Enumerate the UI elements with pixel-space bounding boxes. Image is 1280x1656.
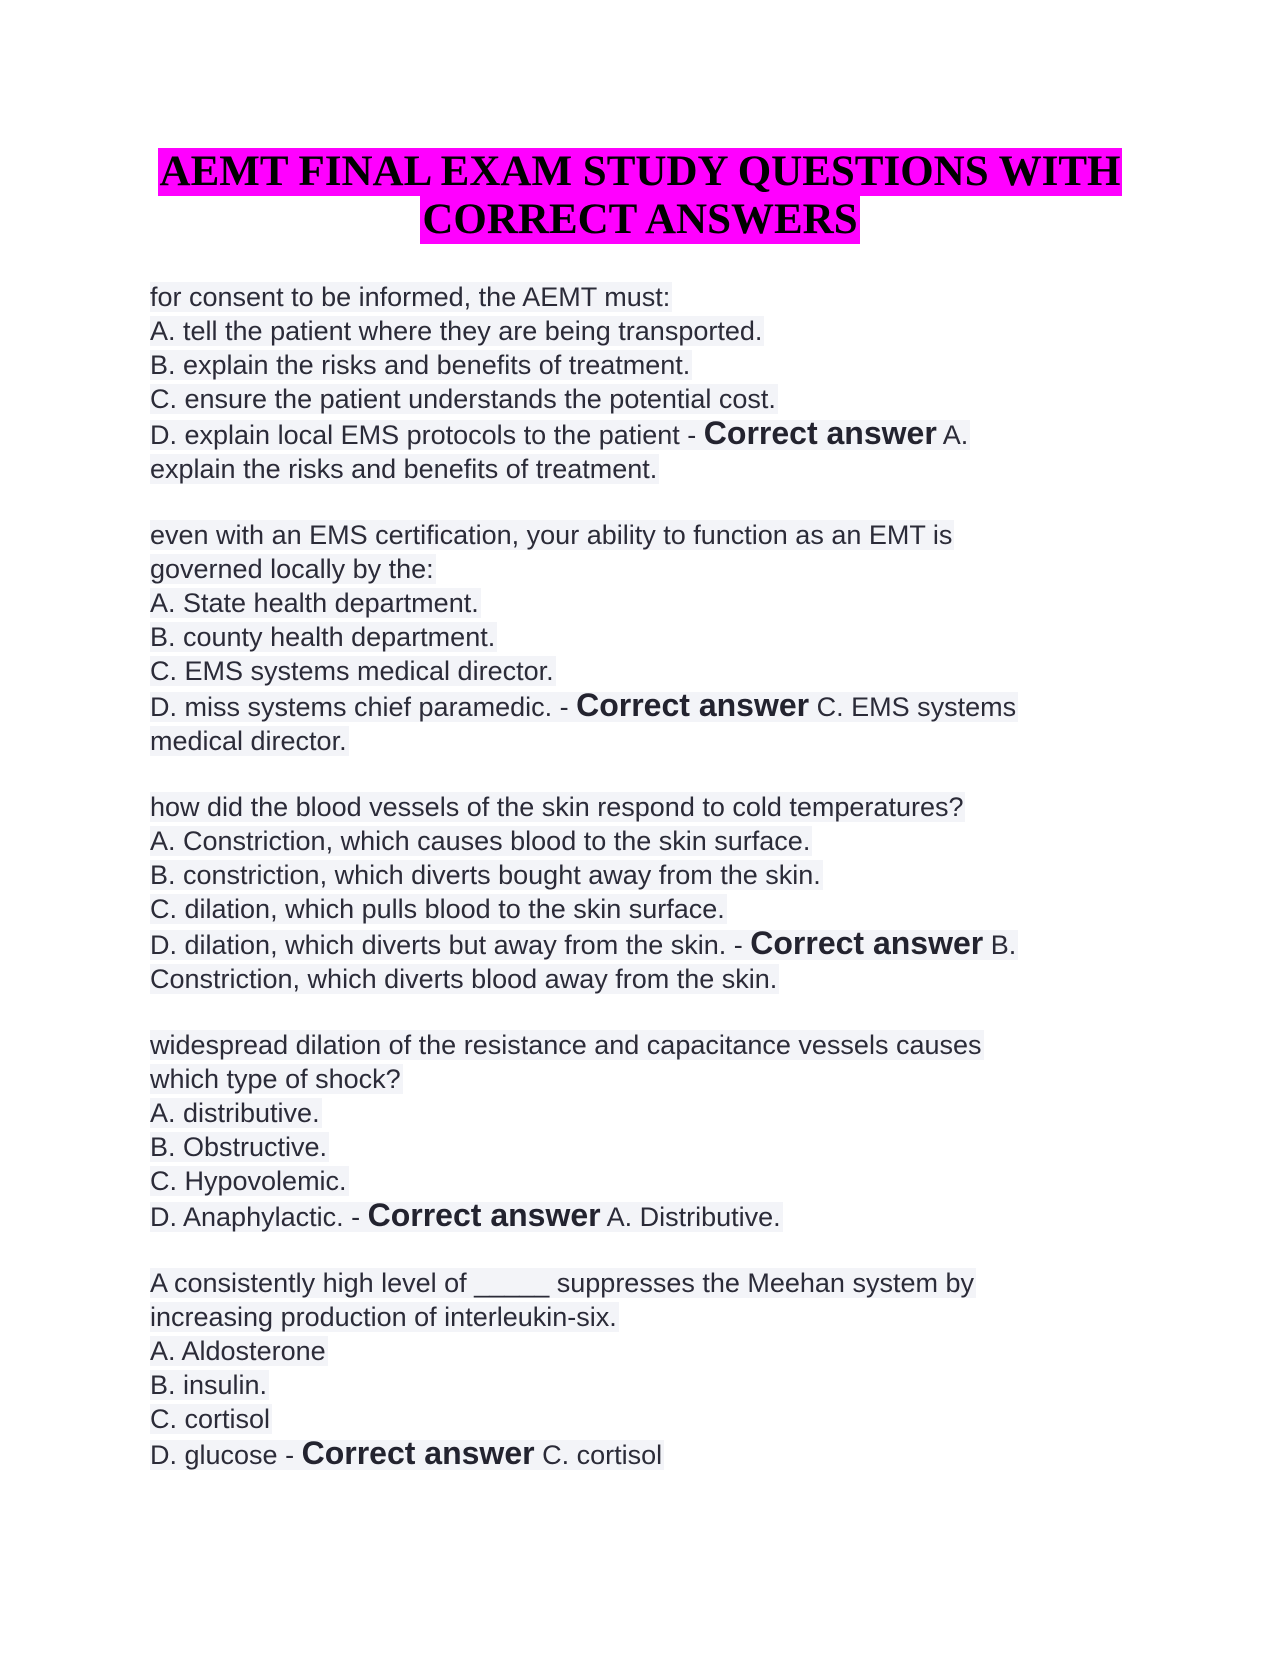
question-stem: widespread dilation of the resistance and capacitance vessels causes — [150, 1030, 982, 1060]
correct-answer-text: explain the risks and benefits of treatment. — [150, 454, 658, 484]
question-block — [150, 790, 1110, 996]
answer-option: D. Anaphylactic. - — [150, 1202, 361, 1232]
answer-option: B. constriction, which diverts bought away from the skin. — [150, 860, 821, 890]
answer-option: C. cortisol — [150, 1404, 271, 1434]
correct-answer-text: A. — [942, 420, 969, 450]
title-line-1: AEMT FINAL EXAM STUDY QUESTIONS WITH — [159, 148, 1121, 195]
question-stem: A consistently high level of _____ suppresses the Meehan system by — [150, 1268, 974, 1298]
answer-option: D. explain local EMS protocols to the patient - — [150, 420, 697, 450]
question-block — [150, 1028, 1110, 1234]
question-stem: which type of shock? — [150, 1064, 401, 1094]
question-stem: governed locally by the: — [150, 554, 434, 584]
answer-option: C. EMS systems medical director. — [150, 656, 554, 686]
answer-option: A. Constriction, which causes blood to the skin surface. — [150, 826, 811, 856]
correct-answer-text: B. — [990, 930, 1017, 960]
answer-option: C. dilation, which pulls blood to the skin surface. — [150, 894, 725, 924]
correct-answer-label: Correct answer — [703, 415, 937, 451]
question-block — [150, 518, 1110, 758]
answer-option: D. dilation, which diverts but away from the skin. - — [150, 930, 743, 960]
correct-answer-label: Correct answer — [576, 687, 810, 723]
correct-answer-text: Constriction, which diverts blood away from the skin. — [150, 964, 778, 994]
answer-option: A. tell the patient where they are being transported. — [150, 316, 763, 346]
document-title — [0, 148, 1280, 244]
answer-option: B. explain the risks and benefits of treatment. — [150, 350, 691, 380]
answer-option: C. ensure the patient understands the potential cost. — [150, 384, 776, 414]
answer-option: A. Aldosterone — [150, 1336, 326, 1366]
answer-option: B. county health department. — [150, 622, 496, 652]
answer-option: D. glucose - — [150, 1440, 295, 1470]
correct-answer-text: A. Distributive. — [606, 1202, 781, 1232]
question-stem: even with an EMS certification, your ability to function as an EMT is — [150, 520, 953, 550]
answer-option: D. miss systems chief paramedic. - — [150, 692, 569, 722]
question-stem: increasing production of interleukin-six. — [150, 1302, 617, 1332]
answer-option: C. Hypovolemic. — [150, 1166, 347, 1196]
title-line-2: CORRECT ANSWERS — [422, 196, 858, 243]
answer-option: A. State health department. — [150, 588, 479, 618]
question-stem: how did the blood vessels of the skin respond to cold temperatures? — [150, 792, 964, 822]
answer-option: A. distributive. — [150, 1098, 320, 1128]
answer-option: B. insulin. — [150, 1370, 268, 1400]
correct-answer-label: Correct answer — [750, 925, 984, 961]
question-block — [150, 1266, 1110, 1472]
correct-answer-label: Correct answer — [301, 1435, 535, 1471]
question-block — [150, 280, 1110, 486]
correct-answer-text: medical director. — [150, 726, 347, 756]
answer-option: B. Obstructive. — [150, 1132, 328, 1162]
correct-answer-label: Correct answer — [367, 1197, 601, 1233]
question-list — [150, 280, 1110, 1504]
correct-answer-text: C. cortisol — [542, 1440, 663, 1470]
question-stem: for consent to be informed, the AEMT must: — [150, 282, 671, 312]
correct-answer-text: C. EMS systems — [816, 692, 1017, 722]
